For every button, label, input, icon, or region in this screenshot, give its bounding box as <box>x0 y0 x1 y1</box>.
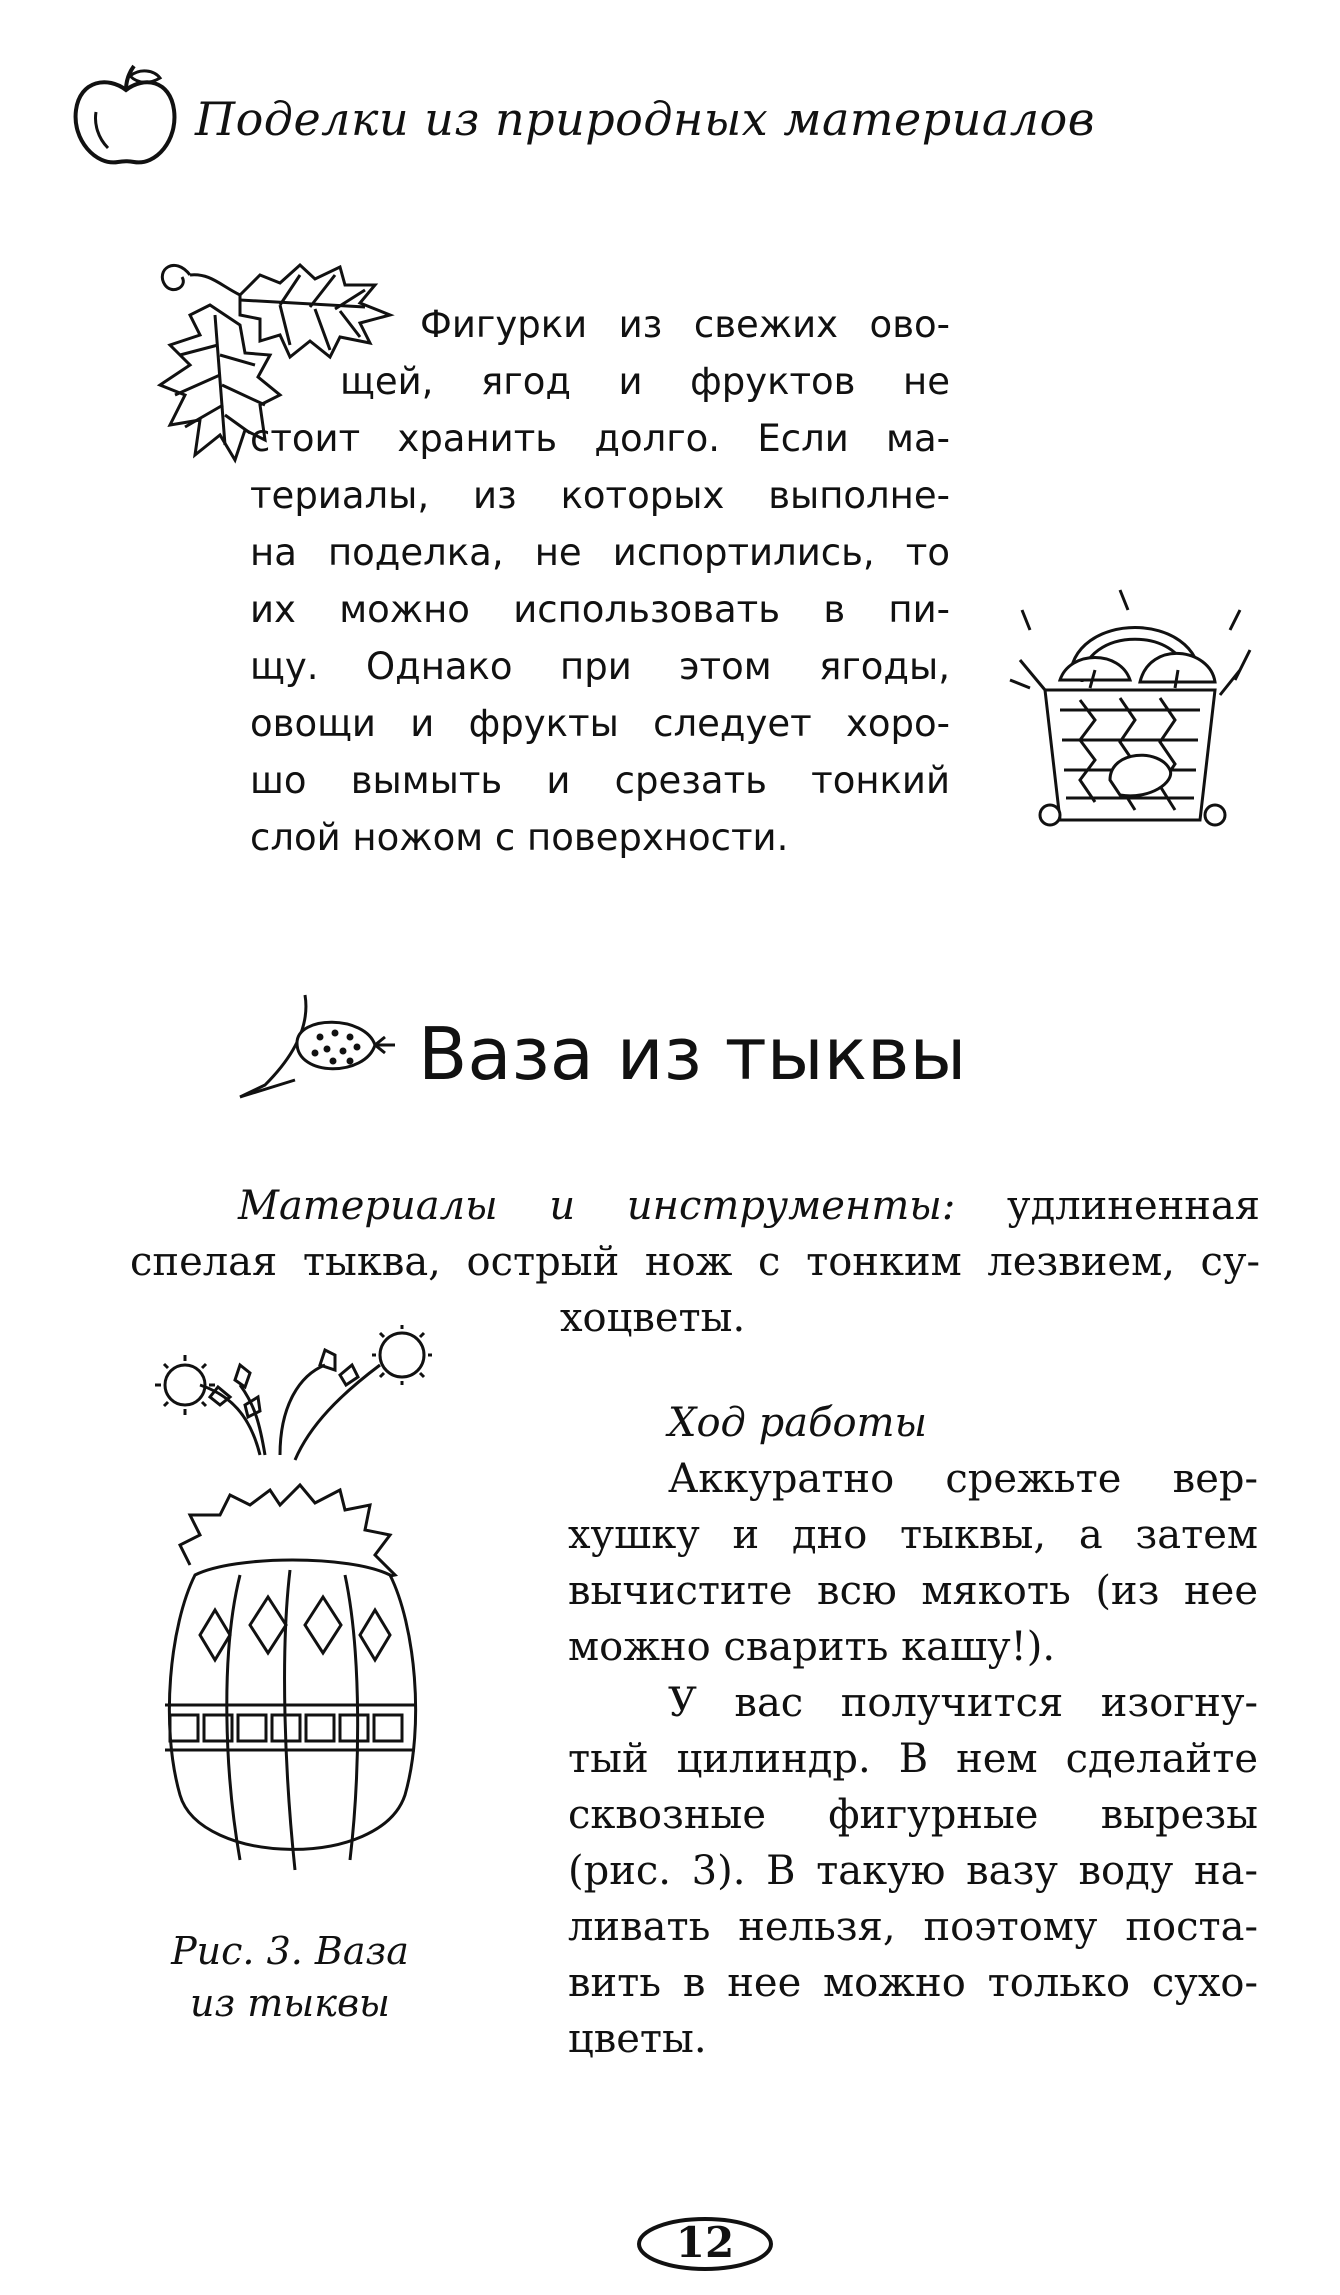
intro-line: щу. Однако при этом ягоды, <box>250 645 950 688</box>
intro-line: щей, ягод и фруктов не <box>340 360 950 403</box>
pumpkin-vase-illustration <box>140 1325 440 1895</box>
intro-line: Фигурки из свежих ово- <box>420 303 950 346</box>
intro-paragraph <box>250 296 950 866</box>
caption-line: из тыквы <box>189 1981 391 2025</box>
page-number: 12 <box>675 2218 735 2267</box>
procedure-line: ливать нельзя, поэтому поста- <box>568 1904 1258 1950</box>
apple-icon <box>68 62 184 172</box>
procedure-line: У вас получится изогну- <box>668 1680 1258 1726</box>
materials-line: хоцветы. <box>560 1295 746 1341</box>
procedure-line: цветы. <box>568 2016 707 2062</box>
procedure-line: можно сварить кашу!). <box>568 1624 1056 1670</box>
procedure-section <box>568 1395 1258 2067</box>
figure-caption <box>160 1925 420 2029</box>
caption-line: Рис. 3. Ваза <box>171 1929 409 1973</box>
section-title: Ваза из тыквы <box>418 1012 967 1096</box>
procedure-line: хушку и дно тыквы, а затем <box>568 1512 1258 1558</box>
materials-label: Материалы и инструменты: <box>238 1183 956 1229</box>
intro-line: овощи и фрукты следует хоро- <box>250 702 950 745</box>
procedure-line: вычистите всю мякоть (из нее <box>568 1568 1258 1614</box>
intro-line: слой ножом с поверхности. <box>250 816 789 859</box>
materials-line <box>130 1178 1260 1234</box>
materials-paragraph <box>130 1178 1260 1346</box>
intro-line: на поделка, не испортились, то <box>250 531 950 574</box>
intro-line: шо вымыть и срезать тонкий <box>250 759 950 802</box>
procedure-line: тый цилиндр. В нем сделайте <box>568 1736 1258 1782</box>
materials-text: удлиненная <box>1007 1183 1261 1229</box>
intro-line: териалы, из которых выполне- <box>250 474 950 517</box>
materials-line: спелая тыква, острый нож с тонким лезвием, су- <box>130 1239 1260 1285</box>
procedure-heading: Ход работы <box>668 1400 928 1446</box>
running-head: Поделки из природных материалов <box>195 92 1096 146</box>
procedure-line: вить в нее можно только сухо- <box>568 1960 1258 2006</box>
procedure-line: сквозные фигурные вырезы <box>568 1792 1258 1838</box>
mushroom-basket-icon <box>1000 570 1260 840</box>
procedure-line: Аккуратно срежьте вер- <box>668 1456 1258 1502</box>
acorn-icon <box>235 985 410 1105</box>
intro-line: их можно использовать в пи- <box>250 588 950 631</box>
intro-line: стоит хранить долго. Если ма- <box>250 417 950 460</box>
procedure-line: (рис. 3). В такую вазу воду на- <box>568 1848 1258 1894</box>
